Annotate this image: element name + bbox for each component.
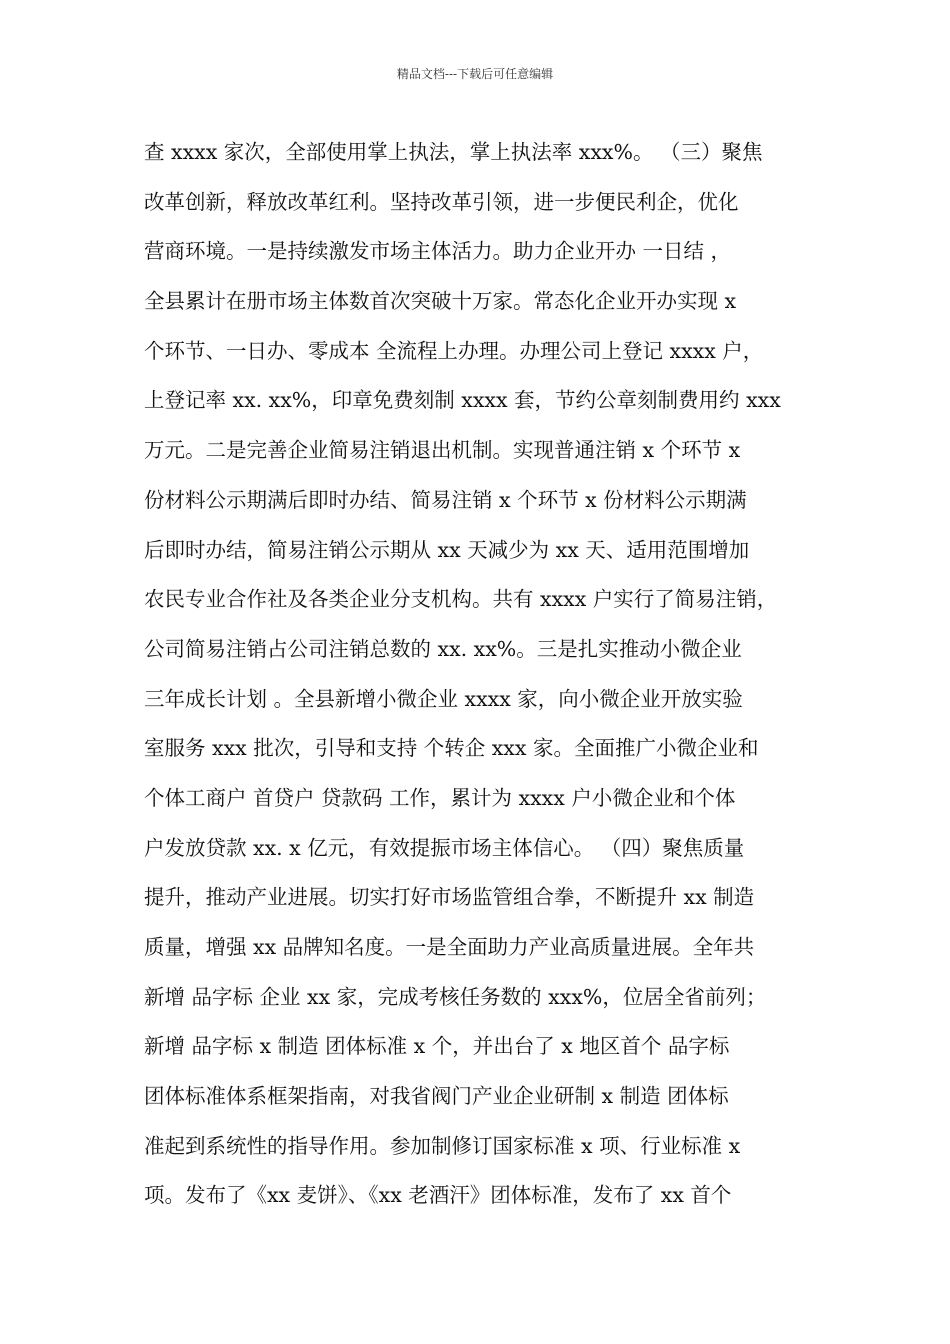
text-line: 三年成长计划 。全县新增小微企业 xxxx 家，向小微企业开放实验	[144, 686, 743, 711]
text-line: 新增 品字标 企业 xx 家，完成考核任务数的 xxx%，位居全省前列；	[144, 984, 767, 1009]
text-line: 改革创新，释放改革红利。坚持改革引领，进一步便民利企，优化	[144, 189, 739, 214]
text-line: 公司简易注销占公司注销总数的 xx. xx%。三是扎实推动小微企业	[144, 636, 742, 661]
text-line: 室服务 xxx 批次，引导和支持 个转企 xxx 家。全面推广小微企业和	[144, 736, 759, 761]
text-line: 户发放贷款 xx. x 亿元，有效提振市场主体信心。 （四）聚焦质量	[144, 835, 745, 860]
text-line: 万元。二是完善企业简易注销退出机制。实现普通注销 x 个环节 x	[144, 438, 741, 463]
text-line: 团体标准体系框架指南，对我省阀门产业企业研制 x 制造 团体标	[144, 1084, 729, 1109]
text-line: 上登记率 xx. xx%，印章免费刻制 xxxx 套，节约公章刻制费用约 xxx	[144, 388, 781, 413]
text-line: 质量，增强 xx 品牌知名度。一是全面助力产业高质量进展。全年共	[144, 935, 755, 959]
text-line: 新增 品字标 x 制造 团体标准 x 个，并出台了 x 地区首个 品字标	[144, 1034, 730, 1059]
text-line: 个环节、一日办、零成本 全流程上办理。办理公司上登记 xxxx 户，	[144, 338, 764, 363]
text-line: 份材料公示期满后即时办结、简易注销 x 个环节 x 份材料公示期满	[144, 487, 747, 512]
text-line: 提升，推动产业进展。切实打好市场监管组合拳，不断提升 xx 制造	[144, 885, 755, 910]
text-line: 项。发布了《xx 麦饼》、《xx 老酒汗》团体标准，发布了 xx 首个	[144, 1183, 732, 1208]
text-line: 后即时办结，简易注销公示期从 xx 天减少为 xx 天、适用范围增加	[144, 537, 750, 562]
page-header: 精品文档---下载后可任意编辑	[396, 67, 554, 81]
text-line: 农民专业合作社及各类企业分支机构。共有 xxxx 户实行了简易注销，	[144, 587, 778, 612]
text-line: 准起到系统性的指导作用。参加制修订国家标准 x 项、行业标准 x	[144, 1133, 741, 1158]
text-line: 营商环境。一是持续激发市场主体活力。助力企业开办 一日结 ，	[144, 239, 732, 264]
text-line: 全县累计在册市场主体数首次突破十万家。常态化企业开办实现 x	[144, 289, 737, 314]
body-text	[144, 132, 810, 1225]
text-line: 查 xxxx 家次，全部使用掌上执法，掌上执法率 xxx%。 （三）聚焦	[144, 140, 763, 164]
text-line: 个体工商户 首贷户 贷款码 工作，累计为 xxxx 户小微企业和个体	[144, 785, 736, 810]
